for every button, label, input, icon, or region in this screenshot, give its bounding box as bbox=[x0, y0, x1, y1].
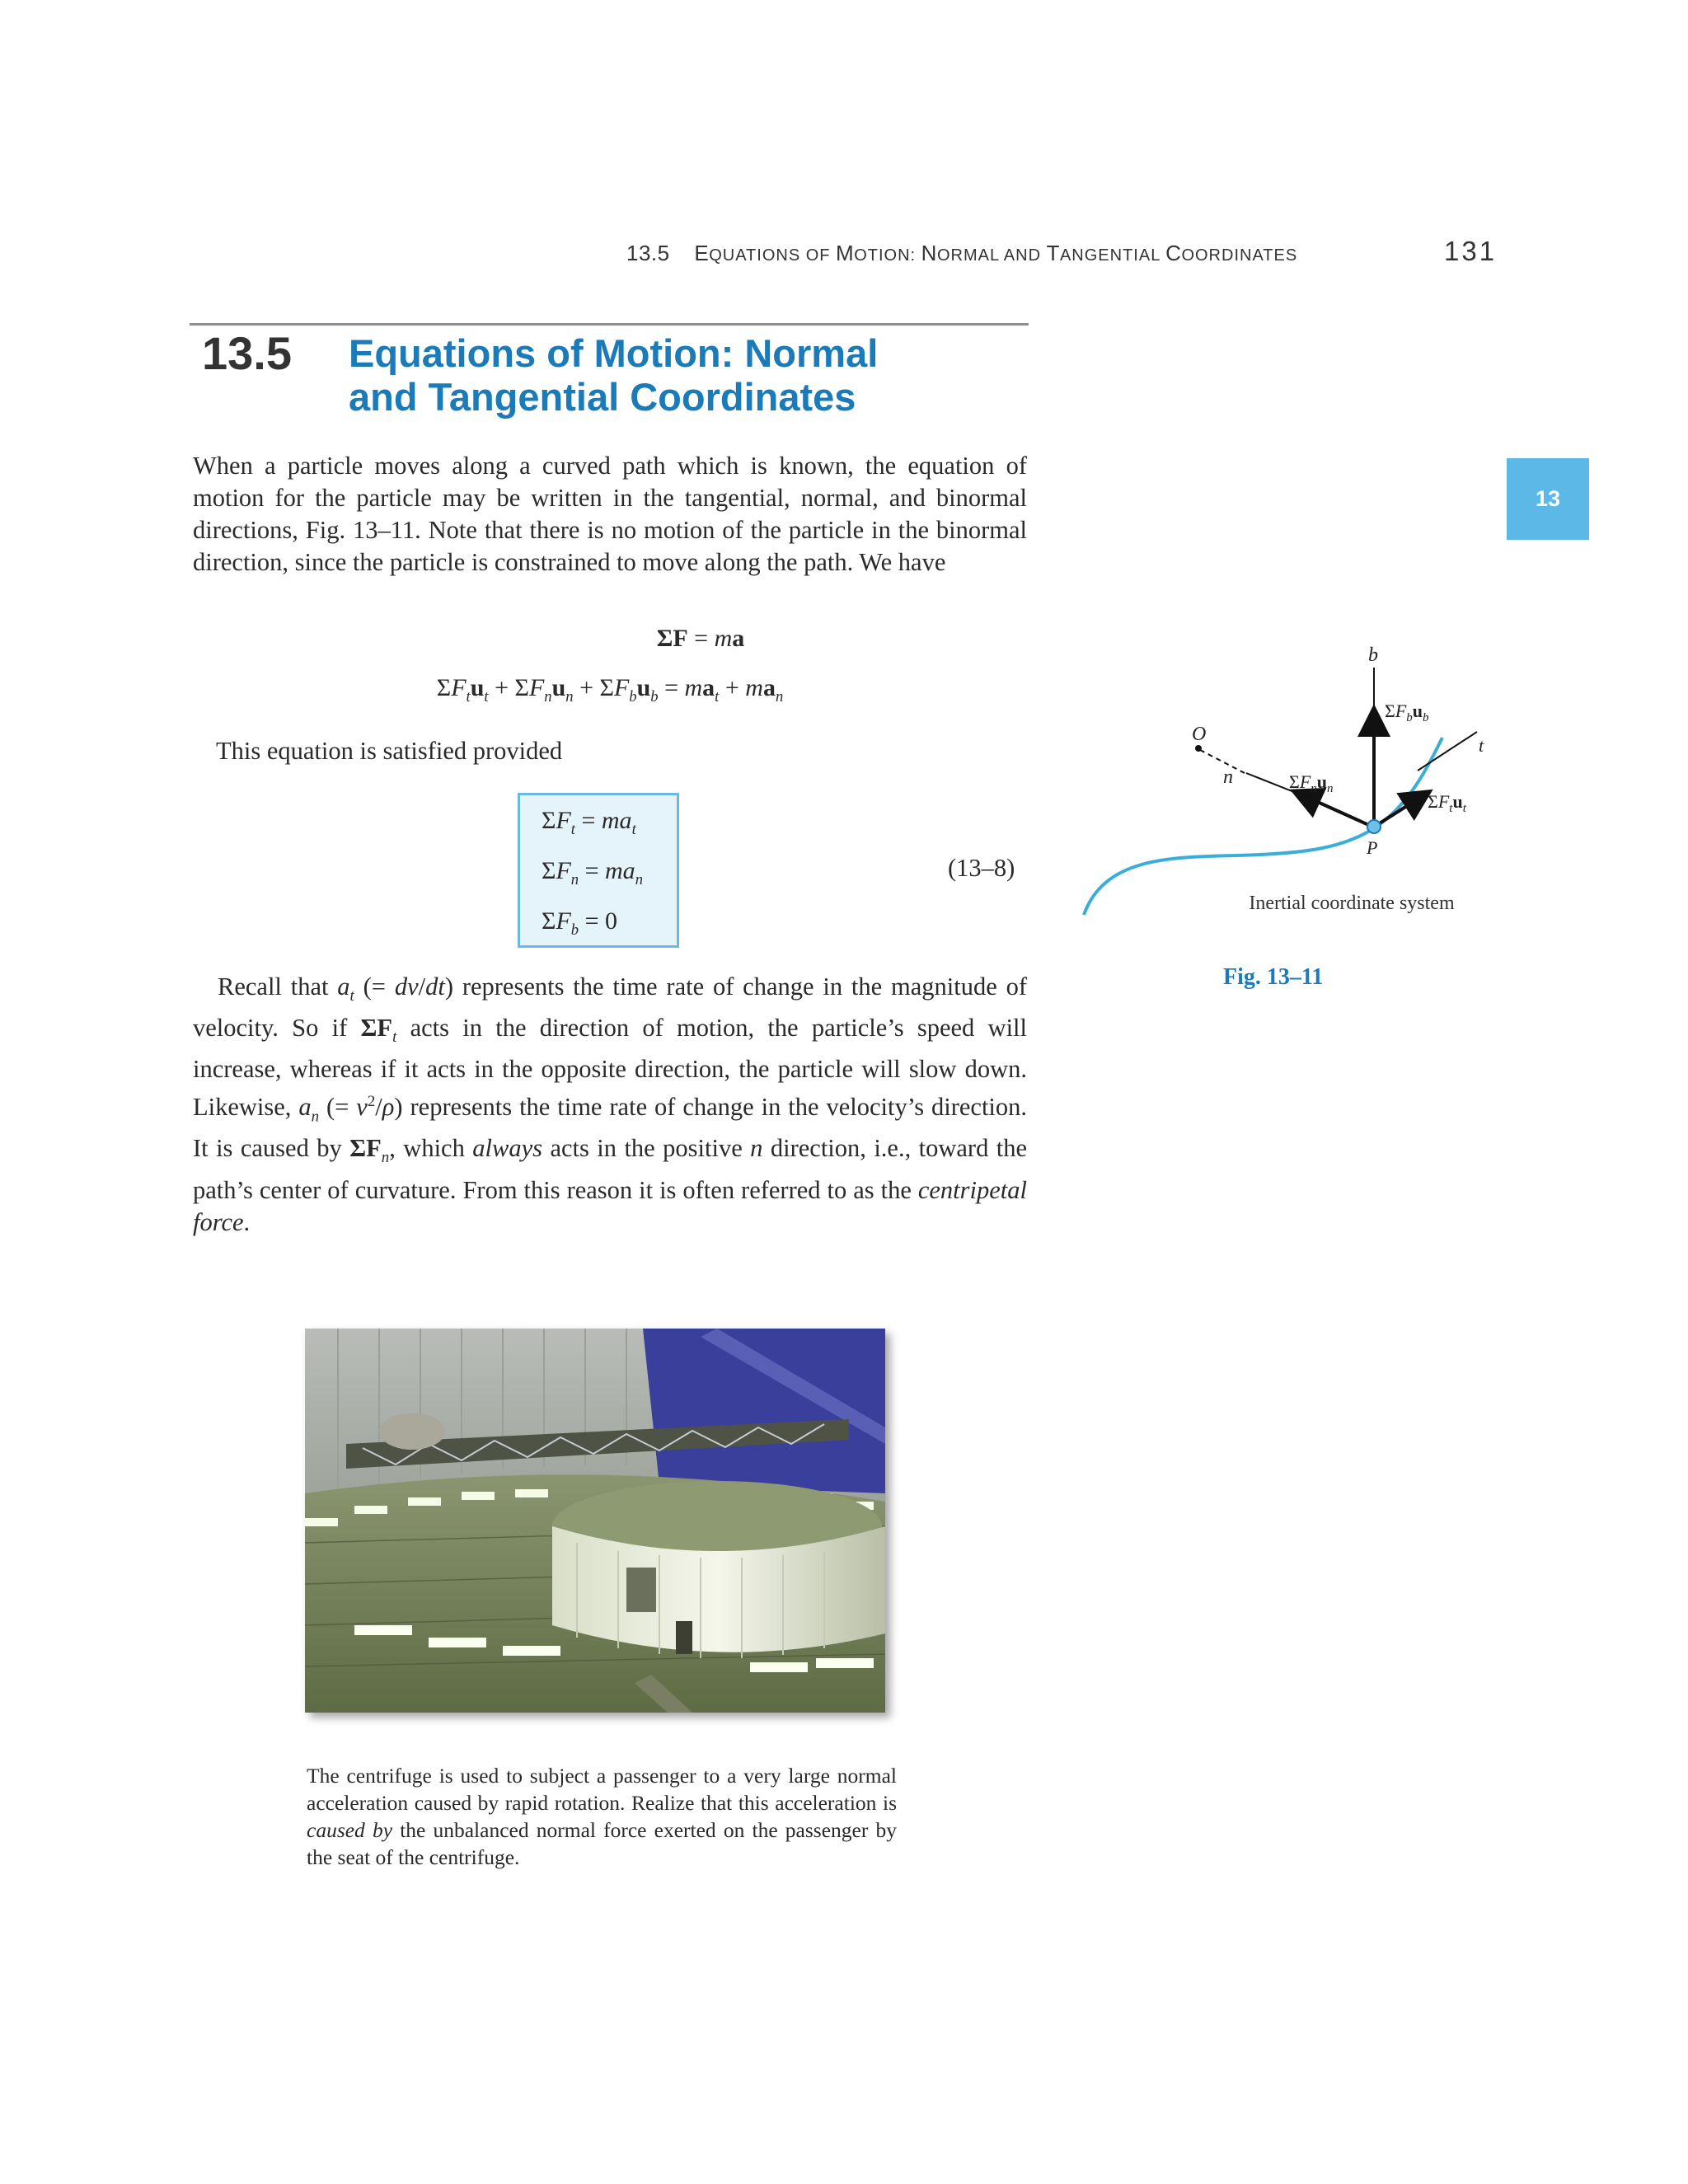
figure-inner-caption: Inertial coordinate system bbox=[1249, 893, 1455, 914]
label-n: n bbox=[1223, 766, 1233, 788]
tangent-line bbox=[1418, 732, 1477, 771]
label-force-t: $\Sigma F_tu_t$ bbox=[1428, 791, 1466, 815]
force-n-arrow bbox=[1296, 792, 1372, 827]
equation-number: (13–8) bbox=[948, 854, 1015, 882]
label-force-n: $\Sigma F_nu_n$ bbox=[1289, 771, 1334, 795]
section-title-line1: Equations of Motion: Normal bbox=[349, 331, 879, 375]
centrifuge-photo bbox=[305, 1329, 885, 1713]
equation-normal: $\Sigma F_n = ma_n$ bbox=[542, 857, 643, 888]
equation-binormal: $\Sigma F_b = 0$ bbox=[542, 907, 618, 939]
label-b: b bbox=[1368, 644, 1378, 666]
label-force-b: $\Sigma F_bu_b$ bbox=[1385, 701, 1429, 724]
page-number: 131 bbox=[1444, 236, 1498, 266]
header-section-number: 13.5 bbox=[626, 241, 670, 265]
label-o: O bbox=[1192, 724, 1207, 745]
section-rule bbox=[190, 323, 1029, 326]
equation-sum-force: ΣF = ma bbox=[656, 625, 745, 652]
label-t: t bbox=[1479, 735, 1484, 756]
boxed-equations bbox=[518, 793, 679, 948]
equation-components: $\Sigma F_tu_t + \Sigma F_nu_n + \Sigma F_bu_b = ma_t + ma_n$ bbox=[436, 674, 784, 705]
radius-dashed-line bbox=[1200, 750, 1245, 773]
section-number: 13.5 bbox=[202, 327, 292, 379]
section-title-line2: and Tangential Coordinates bbox=[349, 375, 856, 419]
equation-tangential: $\Sigma F_t = ma_t$ bbox=[542, 807, 636, 838]
label-p: P bbox=[1367, 837, 1378, 858]
header-title: EQUATIONS OF MOTION: NORMAL AND TANGENTIAL COORDINATES bbox=[694, 241, 1298, 265]
force-t-arrow bbox=[1376, 793, 1428, 826]
figure-label: Fig. 13–11 bbox=[1223, 964, 1324, 990]
running-header bbox=[626, 241, 1297, 266]
section-title bbox=[349, 331, 1025, 419]
path-curve bbox=[1084, 738, 1442, 915]
satisfied-text: This equation is satisfied provided bbox=[216, 737, 563, 765]
center-point-o bbox=[1195, 745, 1202, 752]
intro-paragraph: When a particle moves along a curved path which is known, the equation of motion for the particle may be written in the tangential, normal, and binormal directions, Fig. 13–11. Note that there is no motion of the particle in the binormal direction, since the particle is constrained to move along the path. We have bbox=[193, 452, 1027, 576]
photo-caption: The centrifuge is used to subject a passenger to a very large normal acceleration caused by rapid rotation. Realize that this acceleration is caused by the unbalanced normal force exerted on the passenger by the seat of the centrifuge. bbox=[307, 1764, 897, 1869]
recall-paragraph: Recall that $a_t$ (= dv/dt) represents the time rate of change in the magnitude of velocity. So if $\Sigma F_t$ acts in the direction of motion, the particle’s speed will increase, whereas if it acts in the opposite direction, the particle will slow down. Likewise, $a_n$ (= $v^2/\rho$) represents the time rate of change in the velocity’s direction. It is caused by $\Sigma F_n$, which always acts in the positive n direction, i.e., toward the path’s center of curvature. From this reason it is often referred to as the centripetal force. bbox=[193, 972, 1028, 1236]
point-p bbox=[1367, 820, 1381, 833]
chapter-tab[interactable]: 13 bbox=[1507, 458, 1589, 540]
